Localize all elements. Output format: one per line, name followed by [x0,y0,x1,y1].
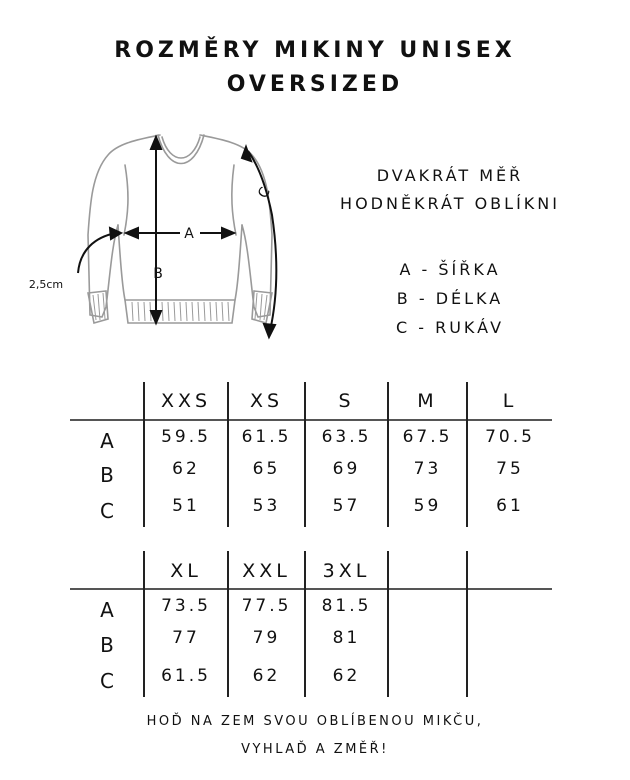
cell: 59.5 [161,427,211,447]
motto [305,162,595,218]
label-a: A [184,226,194,242]
page-title [0,34,630,102]
header-xl: XL [170,560,202,582]
row-label-c: C [100,669,114,693]
cell: 73.5 [161,596,211,616]
header-m: M [417,390,438,412]
header-xxs: XXS [160,390,212,412]
header-l: L [502,390,518,412]
cell: 59 [413,496,442,516]
header-s: S [338,390,355,412]
legend-item-a: A - ŠÍŘKA [399,260,501,279]
sweater-illustration [20,125,300,350]
cell: 69 [332,459,361,479]
header-3xl: 3XL [322,560,371,582]
column-divider [466,551,468,697]
header-xxl: XXL [242,560,291,582]
cell: 67.5 [402,427,453,447]
cell: 77.5 [241,596,292,616]
footer-line-2: VYHLAĎ A ZMĚŘ! [241,742,389,757]
size-table-1 [70,382,552,527]
legend-item-b: B - DÉLKA [396,289,504,308]
label-b: B [153,266,163,282]
legend-item-c: C - RUKÁV [395,318,505,337]
row-label-a: A [100,429,114,453]
cell: 70.5 [485,427,535,447]
cell: 77 [172,628,200,648]
cell: 61 [496,496,524,516]
cell: 65 [252,459,281,479]
cell: 61.5 [241,427,292,447]
cell: 51 [172,496,200,516]
row-label-b: B [100,463,114,487]
cell: 81 [332,628,361,648]
column-divider [387,551,389,697]
row-label-a: A [100,598,114,622]
cell: 79 [252,628,281,648]
motto-line-2: HODNĚKRÁT OBLÍKNI [340,194,560,213]
row-label-c: C [100,499,114,523]
header-xs: XS [249,390,284,412]
label-c: C [255,184,274,202]
cell: 81.5 [321,596,372,616]
cell: 62 [172,459,200,479]
cell: 62 [332,666,361,686]
cell: 57 [332,496,361,516]
cell: 62 [252,666,281,686]
cell: 61.5 [161,666,211,686]
measurement-legend [305,255,595,342]
footer-note [0,708,630,764]
cell: 63.5 [321,427,372,447]
motto-line-1: DVAKRÁT MĚŘ [376,166,524,185]
cell: 73 [413,459,442,479]
footer-line-1: HOĎ NA ZEM SVOU OBLÍBENOU MIKČU, [146,714,484,729]
sweater-icon [20,125,300,350]
title-line-1: ROZMĚRY MIKINY UNISEX [114,38,516,63]
cell: 53 [252,496,281,516]
row-label-b: B [100,633,114,657]
title-line-2: OVERSIZED [226,72,404,97]
cuff-note: 2,5cm [28,278,64,291]
cell: 75 [496,459,524,479]
size-table-2 [70,551,552,697]
